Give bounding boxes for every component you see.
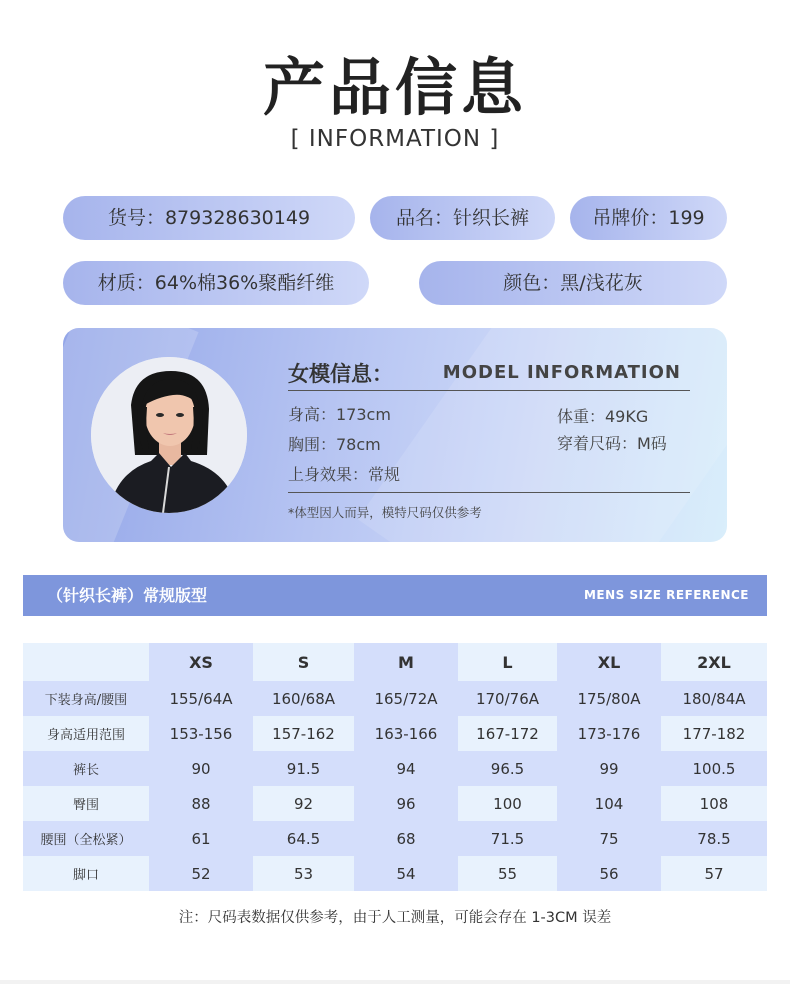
size-cell: 160/68A [253,681,354,716]
size-cell: 52 [149,856,253,891]
size-cell: 96.5 [458,751,557,786]
size-column-header: L [458,643,557,681]
product-name-pill: 品名：针织长裤 [370,196,555,240]
size-table-row [23,856,767,891]
size-cell: 75 [557,821,661,856]
size-table-row [23,751,767,786]
size-column-header: 2XL [661,643,767,681]
size-cell: 68 [354,821,458,856]
size-cell: 61 [149,821,253,856]
size-table [23,643,767,891]
size-table-row [23,821,767,856]
size-cell: 78.5 [661,821,767,856]
size-cell: 180/84A [661,681,767,716]
size-cell: 163-166 [354,716,458,751]
size-row-label: 臀围 [23,786,149,821]
size-cell: 167-172 [458,716,557,751]
size-cell: 53 [253,856,354,891]
model-info-card [63,328,727,542]
size-row-label: 裤长 [23,751,149,786]
size-cell: 96 [354,786,458,821]
size-chart-title-en: MENS SIZE REFERENCE [583,588,749,602]
model-heading-en: MODEL INFORMATION [442,362,681,383]
model-avatar [91,357,247,513]
size-table-corner [23,643,149,681]
model-weight: 体重：49KG [557,407,649,426]
page-title: 产品信息 [262,51,527,124]
size-row-label: 身高适用范围 [23,716,149,751]
model-heading-zh: 女模信息： [288,362,393,386]
size-cell: 54 [354,856,458,891]
size-column-header: XL [557,643,661,681]
size-cell: 92 [253,786,354,821]
size-chart-title: （针织长裤）常规版型 [47,586,208,605]
bottom-divider [0,980,790,984]
size-cell: 99 [557,751,661,786]
size-cell: 165/72A [354,681,458,716]
model-bust: 胸围：78cm [288,435,381,454]
size-cell: 155/64A [149,681,253,716]
size-cell: 153-156 [149,716,253,751]
size-row-label: 腰围（全松紧） [23,821,149,856]
size-cell: 173-176 [557,716,661,751]
size-cell: 157-162 [253,716,354,751]
model-note: *体型因人而异，模特尺码仅供参考 [288,505,482,520]
model-height: 身高：173cm [288,405,391,424]
model-fit-effect: 上身效果：常规 [288,465,401,484]
size-row-label: 下装身高/腰围 [23,681,149,716]
size-cell: 71.5 [458,821,557,856]
size-cell: 56 [557,856,661,891]
size-cell: 57 [661,856,767,891]
size-table-row [23,681,767,716]
size-cell: 175/80A [557,681,661,716]
color-pill: 颜色：黑/浅花灰 [419,261,727,305]
size-footnote: 注：尺码表数据仅供参考，由于人工测量，可能会存在 1-3CM 误差 [178,910,612,926]
size-cell: 94 [354,751,458,786]
size-cell: 91.5 [253,751,354,786]
size-cell: 177-182 [661,716,767,751]
size-cell: 108 [661,786,767,821]
size-cell: 100.5 [661,751,767,786]
size-cell: 100 [458,786,557,821]
size-row-label: 脚口 [23,856,149,891]
size-column-header: M [354,643,458,681]
size-cell: 170/76A [458,681,557,716]
model-info-heading [288,356,690,391]
model-size-worn: 穿着尺码：M码 [557,434,667,453]
size-cell: 55 [458,856,557,891]
size-cell: 64.5 [253,821,354,856]
size-cell: 90 [149,751,253,786]
price-pill: 吊牌价：199 [570,196,727,240]
size-table-header-row [23,643,767,681]
size-cell: 104 [557,786,661,821]
material-pill: 材质：64%棉36%聚酯纤维 [63,261,369,305]
size-table-row [23,786,767,821]
size-table-row [23,716,767,751]
size-column-header: XS [149,643,253,681]
model-divider [288,492,690,493]
size-column-header: S [253,643,354,681]
size-cell: 88 [149,786,253,821]
sku-pill: 货号：879328630149 [63,196,355,240]
page-subtitle: [ INFORMATION ] [290,126,500,152]
size-chart-header-bar [23,575,767,616]
